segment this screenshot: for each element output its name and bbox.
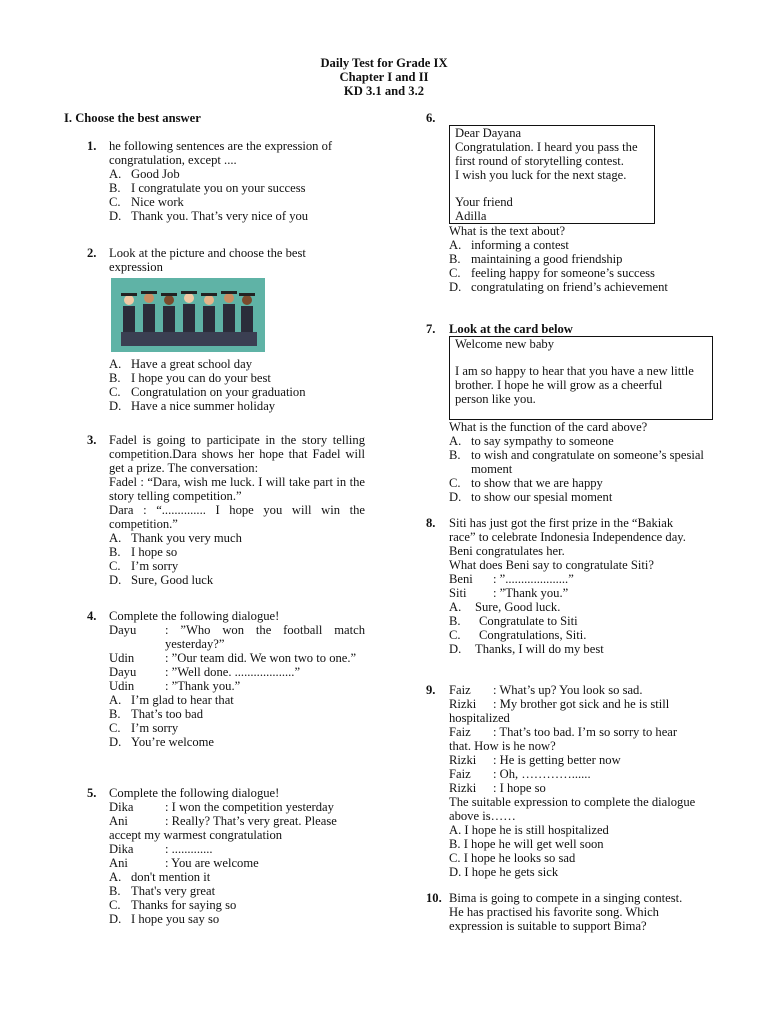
card-signature: Adilla: [455, 209, 487, 223]
question-text: What is the text about?: [449, 224, 566, 238]
dialogue-line: Rizki : He is getting better now: [449, 753, 621, 767]
option-a[interactable]: A. I’m glad to hear that: [109, 693, 234, 707]
question-number: 1.: [87, 139, 97, 153]
title-line-3: KD 3.1 and 3.2: [343, 84, 425, 98]
dialogue-line: Faiz : That’s too bad. I’m so sorry to hear that. How is he now?: [449, 725, 678, 753]
dialogue-line: Faiz : Oh, …………......: [449, 767, 591, 781]
dialogue-line: Dika : I won the competition yesterday: [109, 800, 334, 814]
dialogue-line: Faiz : What’s up? You look so sad.: [449, 683, 643, 697]
card-closing: Your friend: [455, 195, 513, 209]
graduation-picture: [111, 278, 265, 352]
option-a[interactable]: A. Good Job: [109, 167, 180, 181]
dialogue-line: Rizki : I hope so: [449, 781, 546, 795]
option-b[interactable]: B. That's very great: [109, 884, 216, 898]
dialogue-line: Udin : ”Thank you.”: [109, 679, 241, 693]
dialogue-line: Udin : ”Our team did. We won two to one.”: [109, 651, 357, 665]
congratulation-card: [449, 125, 655, 224]
option-c[interactable]: C. I hope he looks so sad: [449, 851, 576, 865]
question-text: Bima is going to compete in a singing contest. He has practised his favorite song. Which expression is suitable to support Bima?: [449, 891, 683, 933]
option-d[interactable]: D. Thank you. That’s very nice of you: [109, 209, 309, 223]
option-d[interactable]: D. to show our spesial moment: [449, 490, 613, 504]
option-c[interactable]: C. I’m sorry: [109, 721, 179, 735]
option-d[interactable]: D. Thanks, I will do my best: [449, 642, 604, 656]
option-a[interactable]: A. informing a contest: [449, 238, 569, 252]
option-a[interactable]: A. Thank you very much: [109, 531, 242, 545]
question-text: Complete the following dialogue!: [109, 609, 280, 623]
question-number: 7.: [426, 322, 436, 336]
option-a[interactable]: A. I hope he is still hospitalized: [449, 823, 609, 837]
option-b[interactable]: B. to wish and congratulate on someone’s spesial moment: [449, 448, 704, 476]
dialogue-line: Dayu : ”Who won the football match yesterday?”: [109, 623, 365, 651]
question-number: 9.: [426, 683, 436, 697]
option-a[interactable]: A. don't mention it: [109, 870, 211, 884]
option-d[interactable]: D. Have a nice summer holiday: [109, 399, 276, 413]
title-line-1: Daily Test for Grade IX: [320, 56, 448, 70]
option-b[interactable]: B. I hope he will get well soon: [449, 837, 604, 851]
card-title: Welcome new baby: [455, 337, 554, 351]
dialogue-line: Dika : .............: [109, 842, 213, 856]
option-b[interactable]: B. That’s too bad: [109, 707, 204, 721]
option-d[interactable]: D. I hope you say so: [109, 912, 220, 926]
option-d[interactable]: D. I hope he gets sick: [449, 865, 559, 879]
option-c[interactable]: C. I’m sorry: [109, 559, 179, 573]
option-a[interactable]: A. Have a great school day: [109, 357, 252, 371]
question-text: The suitable expression to complete the dialogue above is……: [449, 795, 696, 823]
option-c[interactable]: C. to show that we are happy: [449, 476, 603, 490]
question-number: 6.: [426, 111, 436, 125]
question-number: 3.: [87, 433, 97, 447]
dialogue-line: Rizki : My brother got sick and he is still hospitalized: [449, 697, 670, 725]
option-a[interactable]: A. to say sympathy to someone: [449, 434, 614, 448]
option-b[interactable]: B. maintaining a good friendship: [449, 252, 623, 266]
dialogue-line: Fadel : “Dara, wish me luck. I will take part in the story telling competition.”: [109, 475, 365, 503]
card-message: I am so happy to hear that you have a new little brother. I hope he will grow as a cheerful person like you.: [455, 364, 694, 406]
dialogue-line: Siti : ”Thank you.”: [449, 586, 569, 600]
option-d[interactable]: D. congratulating on friend’s achievement: [449, 280, 668, 294]
card-message: Congratulation. I heard you pass the first round of storytelling contest.: [455, 140, 638, 168]
option-b[interactable]: B. Congratulate to Siti: [449, 614, 578, 628]
question-number: 2.: [87, 246, 97, 260]
question-number: 10.: [426, 891, 442, 905]
dialogue-line: Ani : You are welcome: [109, 856, 259, 870]
option-c[interactable]: C. Nice work: [109, 195, 184, 209]
option-c[interactable]: C. feeling happy for someone’s success: [449, 266, 655, 280]
option-a[interactable]: A. Sure, Good luck.: [449, 600, 561, 614]
option-b[interactable]: B. I congratulate you on your success: [109, 181, 306, 195]
baby-card: [449, 336, 713, 420]
section-heading: I. Choose the best answer: [64, 111, 201, 125]
title-line-2: Chapter I and II: [339, 70, 429, 84]
question-number: 5.: [87, 786, 97, 800]
question-text: Look at the card below: [449, 322, 573, 336]
option-c[interactable]: C. Thanks for saying so: [109, 898, 237, 912]
question-text: What does Beni say to congratulate Siti?: [449, 558, 654, 572]
question-text: What is the function of the card above?: [449, 420, 648, 434]
dialogue-line: Dayu : ”Well done. ...................”: [109, 665, 301, 679]
dialogue-line: Beni : ”....................”: [449, 572, 574, 586]
page-title: [0, 56, 768, 98]
dialogue-line: Ani : Really? That’s very great. Please accept my warmest congratulation: [109, 814, 337, 842]
question-text: Complete the following dialogue!: [109, 786, 280, 800]
card-greeting: Dear Dayana: [455, 126, 522, 140]
option-c[interactable]: C. Congratulation on your graduation: [109, 385, 306, 399]
question-text: Look at the picture and choose the best expression: [109, 246, 306, 274]
question-text: Beni congratulates her.: [449, 544, 565, 558]
option-d[interactable]: D. You’re welcome: [109, 735, 215, 749]
question-text: Fadel is going to participate in the story telling competition.Dara shows her hope that Fadel will get a prize. The conversation:: [109, 433, 365, 475]
question-text: he following sentences are the expression of congratulation, except ....: [109, 139, 333, 167]
option-c[interactable]: C. Congratulations, Siti.: [449, 628, 587, 642]
question-number: 8.: [426, 516, 436, 530]
option-d[interactable]: D. Sure, Good luck: [109, 573, 214, 587]
card-wish: I wish you luck for the next stage.: [455, 168, 627, 182]
option-b[interactable]: B. I hope you can do your best: [109, 371, 271, 385]
question-text: Siti has just got the first prize in the “Bakiak race” to celebrate Indonesia Independence day.: [449, 516, 686, 544]
question-number: 4.: [87, 609, 97, 623]
dialogue-line: Dara : “.............. I hope you will win the competition.”: [109, 503, 365, 531]
option-b[interactable]: B. I hope so: [109, 545, 178, 559]
